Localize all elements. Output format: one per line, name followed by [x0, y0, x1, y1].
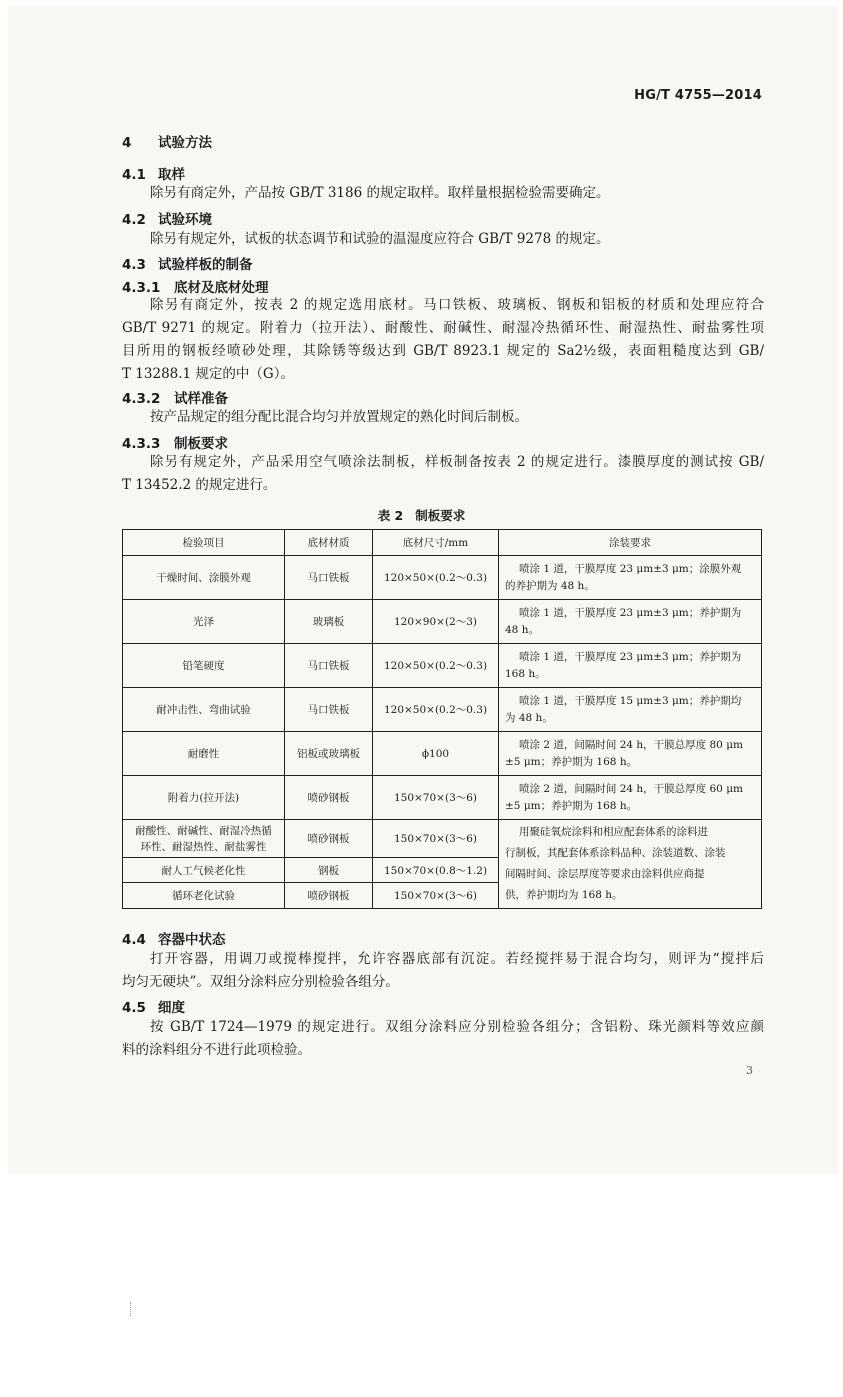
- cell-material: 喷砂钢板: [285, 883, 373, 909]
- section-4-4-line-2: 均匀无硬块”。双组分涂料应分别检验各组分。: [122, 974, 399, 990]
- section-number: 4.3: [122, 257, 146, 273]
- section-number: 4.4: [122, 932, 146, 948]
- section-title: 试样准备: [174, 391, 228, 407]
- section-4-4-heading: [122, 928, 226, 948]
- section-4-3-3-heading: [122, 432, 228, 452]
- section-4-1-text: 除另有商定外，产品按 GB/T 3186 的规定取样。取样量根据检验需要确定。: [150, 185, 610, 201]
- cell-material: 喷砂钢板: [285, 776, 373, 820]
- cell-size: ϕ100: [373, 732, 499, 776]
- section-4-5-heading: [122, 996, 185, 1016]
- cell-item: 耐冲击性、弯曲试验: [123, 688, 285, 732]
- header-cell: 底材尺寸/mm: [373, 530, 499, 556]
- cell-item: 耐磨性: [123, 732, 285, 776]
- cell-requirement: 喷涂 1 道，干膜厚度 23 μm±3 μm；养护期为 168 h。: [499, 644, 762, 688]
- cell-requirement: 喷涂 2 道，间隔时间 24 h，干膜总厚度 60 μm ±5 μm；养护期为 168 h。: [499, 776, 762, 820]
- table-caption: [0, 506, 843, 524]
- table-row: [123, 644, 762, 688]
- cell-material: 铝板或玻璃板: [285, 732, 373, 776]
- section-number: 4.3.3: [122, 436, 161, 452]
- table-header-row: [123, 530, 762, 556]
- cell-item: 光泽: [123, 600, 285, 644]
- cell-requirement: 喷涂 1 道，干膜厚度 23 μm±3 μm；涂膜外观 的养护期为 48 h。: [499, 556, 762, 600]
- cell-material: 马口铁板: [285, 556, 373, 600]
- section-4-3-1-line-3: 目所用的钢板经喷砂处理，其除锈等级达到 GB/T 8923.1 规定的 Sa2½级，表面粗糙度达到 GB/: [122, 343, 764, 359]
- scan-mark: [130, 1302, 133, 1316]
- section-4-3-1-line-1: 除另有商定外，按表 2 的规定选用底材。马口铁板、玻璃板、钢板和铝板的材质和处理应符合: [150, 297, 764, 313]
- section-title: 容器中状态: [158, 932, 226, 948]
- cell-requirement: 喷涂 1 道，干膜厚度 23 μm±3 μm；养护期为 48 h。: [499, 600, 762, 644]
- section-title: 试验方法: [158, 135, 212, 151]
- section-4-3-1-line-2: GB/T 9271 的规定。附着力（拉开法）、耐酸性、耐碱性、耐湿冷热循环性、耐湿热性、耐盐雾性项: [122, 320, 764, 336]
- section-4-5-line-2: 料的涂料组分不进行此项检验。: [122, 1042, 311, 1058]
- section-number: 4.3.1: [122, 280, 161, 296]
- cell-size: 120×90×(2～3): [373, 600, 499, 644]
- table-number: 表 2: [377, 508, 404, 523]
- cell-material: 马口铁板: [285, 688, 373, 732]
- section-number: 4.3.2: [122, 391, 161, 407]
- section-title: 底材及底材处理: [174, 280, 269, 296]
- cell-item: 循环老化试验: [123, 883, 285, 909]
- section-title: 制板要求: [174, 436, 228, 452]
- cell-item: 铅笔硬度: [123, 644, 285, 688]
- section-4-4-line-1: 打开容器，用调刀或搅棒搅拌，允许容器底部有沉淀。若经搅拌易于混合均匀，则评为“搅拌后: [150, 951, 764, 967]
- cell-size: 150×70×(3～6): [373, 883, 499, 909]
- cell-material: 玻璃板: [285, 600, 373, 644]
- section-number: 4.1: [122, 167, 146, 183]
- section-4-1-heading: [122, 163, 185, 183]
- cell-item: 耐人工气候老化性: [123, 858, 285, 883]
- table-row: [123, 688, 762, 732]
- cell-requirement: 喷涂 1 道，干膜厚度 15 μm±3 μm；养护期均 为 48 h。: [499, 688, 762, 732]
- section-4-3-heading: [122, 253, 253, 273]
- cell-item: 附着力(拉开法): [123, 776, 285, 820]
- table-row: [123, 556, 762, 600]
- section-4-3-2-heading: [122, 387, 228, 407]
- cell-size: 120×50×(0.2～0.3): [373, 556, 499, 600]
- table-row: [123, 732, 762, 776]
- cell-item: 耐酸性、耐碱性、耐湿冷热循 环性、耐湿热性、耐盐雾性: [123, 820, 285, 858]
- section-number: 4.2: [122, 212, 146, 228]
- cell-size: 120×50×(0.2～0.3): [373, 688, 499, 732]
- section-title: 试验样板的制备: [158, 257, 253, 273]
- section-4-3-2-text: 按产品规定的组分配比混合均匀并放置规定的熟化时间后制板。: [150, 409, 528, 425]
- cell-material: 喷砂钢板: [285, 820, 373, 858]
- cell-size: 120×50×(0.2～0.3): [373, 644, 499, 688]
- cell-material: 钢板: [285, 858, 373, 883]
- section-4-5-line-1: 按 GB/T 1724—1979 的规定进行。双组分涂料应分别检验各组分；含铝粉、珠光颜料等效应颜: [150, 1019, 764, 1035]
- cell-size: 150×70×(3～6): [373, 776, 499, 820]
- cell-size: 150×70×(3～6): [373, 820, 499, 858]
- section-4-3-3-line-1: 除另有规定外，产品采用空气喷涂法制板，样板制备按表 2 的规定进行。漆膜厚度的测试按 GB/: [150, 454, 764, 470]
- standard-number-header: HG/T 4755—2014: [634, 88, 762, 103]
- coating-requirements-table: [122, 529, 762, 909]
- table-title: 制板要求: [415, 508, 466, 523]
- cell-item: 干燥时间、涂膜外观: [123, 556, 285, 600]
- table-row: [123, 776, 762, 820]
- cell-material: 马口铁板: [285, 644, 373, 688]
- section-title: 试验环境: [158, 212, 212, 228]
- cell-requirement-merged: 用聚硅氧烷涂料和相应配套体系的涂料进 行制板，其配套体系涂料品种、涂装道数、涂装 间隔时间、涂层厚度等要求由涂料供应商提 供，养护期均为 168 h。: [499, 820, 762, 909]
- header-cell: 底材材质: [285, 530, 373, 556]
- cell-requirement: 喷涂 2 道，间隔时间 24 h，干膜总厚度 80 μm ±5 μm；养护期为 168 h。: [499, 732, 762, 776]
- section-4-3-1-heading: [122, 276, 269, 296]
- table-row: [123, 600, 762, 644]
- section-number: 4.5: [122, 1000, 146, 1016]
- section-4-3-1-line-4: T 13288.1 规定的中（G）。: [122, 366, 294, 382]
- section-number: 4: [122, 135, 132, 151]
- section-title: 取样: [158, 167, 185, 183]
- section-4-2-heading: [122, 208, 212, 228]
- table-row: [123, 820, 762, 858]
- cell-size: 150×70×(0.8～1.2): [373, 858, 499, 883]
- section-4-heading: [122, 131, 212, 151]
- page-number: 3: [746, 1064, 753, 1077]
- section-4-3-3-line-2: T 13452.2 的规定进行。: [122, 477, 277, 493]
- section-title: 细度: [158, 1000, 185, 1016]
- header-cell: 检验项目: [123, 530, 285, 556]
- header-cell: 涂装要求: [499, 530, 762, 556]
- section-4-2-text: 除另有规定外，试板的状态调节和试验的温湿度应符合 GB/T 9278 的规定。: [150, 231, 610, 247]
